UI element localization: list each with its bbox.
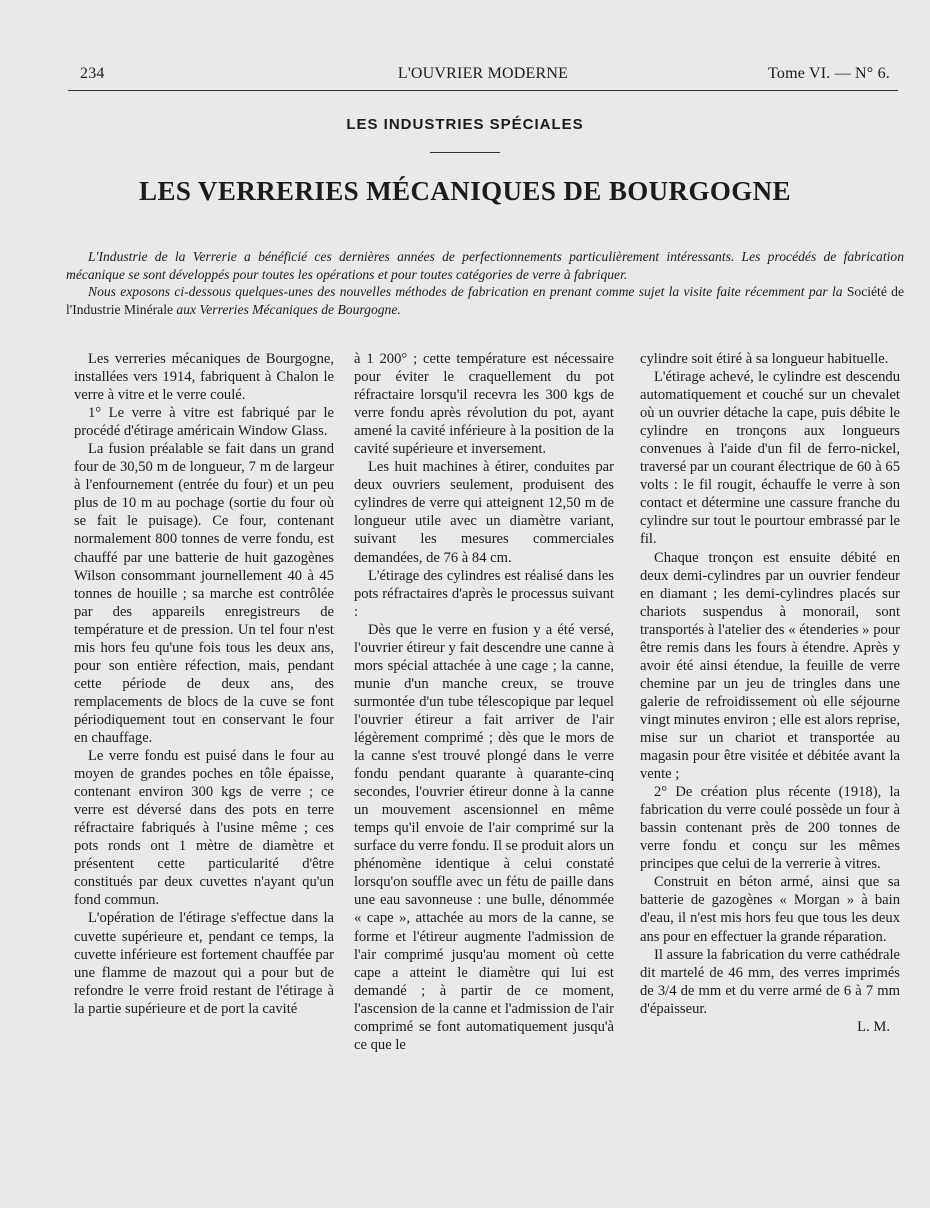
intro-paragraph-2 [66,283,904,318]
paragraph: Les verreries mécaniques de Bourgogne, installées vers 1914, fabriquent à Chalon le verre à vitre et le verre coulé. [74,351,334,404]
article-intro [66,248,904,318]
article-title: LES VERRERIES MÉCANIQUES DE BOURGOGNE [139,176,791,206]
paragraph: cylindre soit étiré à sa longueur habituelle. [640,351,889,367]
intro-paragraph-1: L'Industrie de la Verrerie a bénéficié ces dernières années de perfectionnements particulièrement intéressants. Les procédés de fabrication mécanique se sont développés pour toutes les opérations et pour toutes catégories de verre à fabriquer. [66,249,904,282]
journal-title: L'OUVRIER MODERNE [397,65,569,82]
paragraph: Il assure la fabrication du verre cathédrale dit martelé de 46 mm, des verres imprimés de 3/4 de mm et du verre armé de 6 à 7 mm d'épaisseur. [640,946,900,1017]
intro-text-c: aux Verreries Mécaniques de Bourgogne. [176,301,401,317]
paragraph: L'opération de l'étirage s'effectue dans la cuvette supérieure et, pendant ce temps, la cuvette inférieure est fortement chauffée par une flamme de mazout qui a pour but de refondre le verre froid restant de l'étirage à la partie supérieure et de port la cavité [74,910,334,1017]
paragraph: Chaque tronçon est ensuite débité en deux demi-cylindres par un ouvrier fendeur en diamant ; les demi-cylindres placés sur chariots suspendus à monorail, sont transportés à l'atelier des « étenderies » pour être remis dans les fours à étendre. Après y avoir été ainsi étendue, la feuille de verre chemine par un jeu de tringles dans une galerie de refroidissement où elle séjourne vingt minutes environ ; elle est alors reprise, mise sur un chariot et transportée au magasin pour être visitée et débitée avant la vente ; [640,549,900,783]
column-2 [354,350,614,1054]
paragraph: Dès que le verre en fusion y a été versé, l'ouvrier étireur y fait descendre une canne à mors spécial attachée à une cage ; la canne, munie d'un manche creux, se trouve surmontée d'un tube télescopique par lequel l'ouvrier étireur a fait arriver de l'air légèrement comprimé ; dès que le mors de la canne s'est trouvé plongé dans le verre fondu pendant quarante à quarante-cinq secondes, l'ouvrier étireur donne à la canne un mouvement ascensionnel en même temps qu'il envoie de l'air comprimé sur la surface du verre fondu. Il se produit alors un phénomène identique à celui constaté lorsqu'on souffle avec un fétu de paille dans une eau savonneuse : une bulle, dénommée « cape », attachée au mors de la canne, se forme et l'étireur augmente l'admission de l'air comprimé jusqu'au moment où cette cape a atteint le diamètre qui lui est demandé ; à partir de ce moment, l'ascension de la canne et l'admission de l'air comprimé se font automatiquement jusqu'à ce que le [354,621,614,1053]
page-number: 234 [80,65,105,82]
paragraph: L'étirage des cylindres est réalisé dans les pots réfractaires d'après le processus suivant : [354,567,614,620]
paragraph: La fusion préalable se fait dans un grand four de 30,50 m de longueur, 7 m de largeur à l'enfournement (entrée du four) et un peu plus de 10 m au pochage (sortie du four où se fait le puisage). Ce four, contenant normalement 800 tonnes de verre fondu, est chauffé par une batterie de huit gazogènes Wilson consommant journellement 40 à 45 tonnes de houille ; sa marche est contrôlée par des appareils enregistreurs de température et de pression. Un tel four n'est mis hors feu qu'une fois tous les deux ans, pour son entière réfection, mais, pendant cette période de deux ans, des remplacements de blocs de la cuve se font périodiquement tout en conservant le four en chauffage. [74,441,334,746]
intro-text-a: Nous exposons ci-dessous quelques-unes des nouvelles méthodes de fabrication en prenant comme sujet la visite faite récemment par la [88,284,843,299]
running-header [68,62,898,91]
issue-label: Tome VI. — N° 6. [768,65,890,82]
section-title: LES INDUSTRIES SPÉCIALES [346,116,584,133]
paragraph: à 1 200° ; cette température est nécessaire pour éviter le craquellement du pot réfractaire lorsqu'il recevra les 300 kgs de verre fondu après révolution du pot, ayant amené la cavité inférieure à la position de la cavité supérieure et inversement. [354,351,614,458]
intro-society-name: Société de l'Industrie Minérale [66,284,904,317]
paragraph: Construit en béton armé, ainsi que sa batterie de gazogènes « Morgan » à bain d'eau, il n'est mis hors feu que tous les deux ans pour en effectuer la grande réparation. [640,874,900,945]
paragraph: Le verre fondu est puisé dans le four au moyen de grandes poches en tôle épaisse, contenant environ 300 kgs de verre ; ce verre est déversé dans des pots en terre réfractaire fabriqués à l'usine même ; ces pots ronds ont 1 mètre de diamètre et présentent cette particularité d'être constitués par deux cuvettes n'ayant qu'un fond commun. [74,748,334,909]
title-divider [430,152,500,153]
column-1 [74,350,334,1018]
author-signature: L. M. [857,1018,890,1035]
paragraph: 1° Le verre à vitre est fabriqué par le procédé d'étirage américain Window Glass. [74,405,334,440]
column-3 [640,350,900,1036]
paragraph: 2° De création plus récente (1918), la fabrication du verre coulé possède un four à bassin contenant près de 200 tonnes de verre fondu et conçu sur les mêmes principes que celui de la verrerie à vitres. [640,784,900,873]
paragraph: Les huit machines à étirer, conduites par deux ouvriers seulement, produisent des cylindres de verre qui atteignent 12,50 m de longueur utile avec un diamètre variant, suivant les mesures commerciales demandées, de 76 à 84 cm. [354,459,614,566]
paragraph: L'étirage achevé, le cylindre est descendu automatiquement et couché sur un chevalet où un ouvrier détache la cape, puis débite le cylindre en tronçons aux longueurs convenues à l'aide d'un fil de ferro-nickel, traversé par un courant électrique de 60 à 65 volts : le fil rougit, échauffe le verre à son contact et détermine une cassure franche du cylindre sur tout le pourtour embrassé par le fil. [640,369,900,548]
